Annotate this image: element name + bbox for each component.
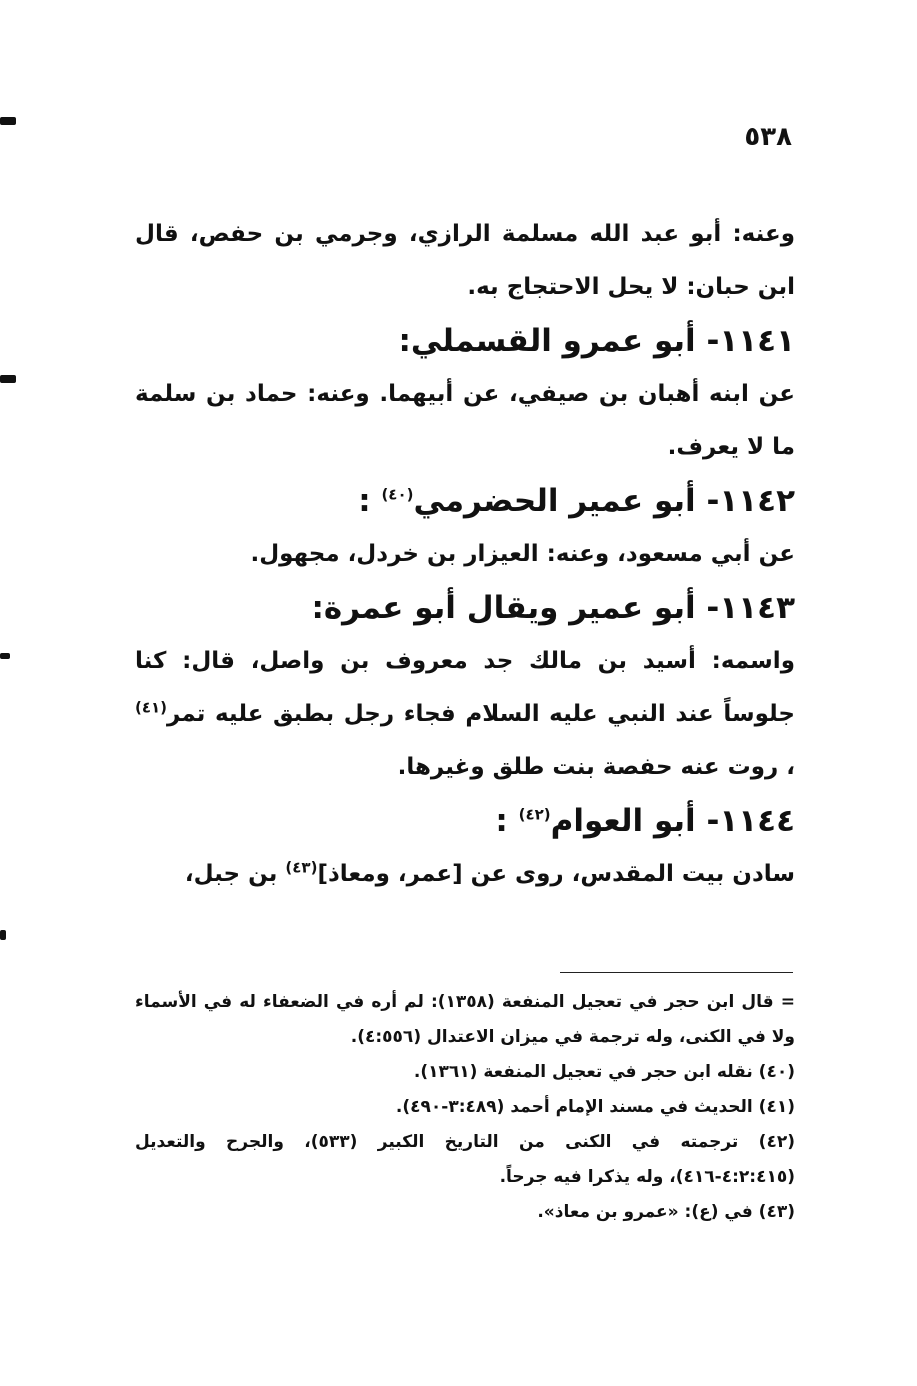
footnote-ref: (٤١) xyxy=(135,698,168,717)
footnotes xyxy=(135,985,795,1230)
footnote-continued: = قال ابن حجر في تعجيل المنفعة (١٣٥٨): لم أره في الضعفاء له في الأسماء ولا في الكنى، وله ترجمة في ميزان الاعتدال (٤:٥٥٦). xyxy=(135,992,795,1047)
entry-heading-1144 xyxy=(135,794,795,848)
text-part: واسمه: أسيد بن مالك جد معروف بن واصل، قال: كنا جلوساً عند النبي عليه السلام فجاء رجل بطبق عليه تمر xyxy=(135,648,795,727)
scan-edge-mark xyxy=(0,375,16,383)
footnote-ref: (٤٠) xyxy=(381,485,414,504)
entry-heading-1142 xyxy=(135,474,795,528)
heading-punct: : xyxy=(495,803,519,839)
footnote-ref: (٤٢) xyxy=(518,805,551,824)
main-text xyxy=(135,208,795,901)
scan-edge-mark xyxy=(0,117,16,125)
text-part: سادن بيت المقدس، روى عن [عمر، ومعاذ] xyxy=(317,861,795,887)
heading-text: ١١٤٤- أبو العوام xyxy=(550,803,795,839)
heading-text: ١١٤٢- أبو عمير الحضرمي xyxy=(413,483,795,519)
entry-text-1141: عن ابنه أهبان بن صيفي، عن أبيهما. وعنه: حماد بن سلمة ما لا يعرف. xyxy=(135,381,795,460)
footnote-divider xyxy=(560,972,793,973)
scan-edge-mark xyxy=(0,653,10,659)
entry-heading-1141: ١١٤١- أبو عمرو القسملي: xyxy=(398,323,795,359)
scan-edge-mark xyxy=(0,930,6,940)
footnote-41: (٤١) الحديث في مسند الإمام أحمد (٣:٤٨٩-٤٩٠). xyxy=(395,1097,795,1117)
footnote-40: (٤٠) نقله ابن حجر في تعجيل المنفعة (١٣٦١). xyxy=(413,1062,795,1082)
entry-heading-1143: ١١٤٣- أبو عمير ويقال أبو عمرة: xyxy=(311,590,795,626)
entry-text-1144 xyxy=(135,848,795,901)
footnote-42: (٤٢) ترجمته في الكنى من التاريخ الكبير (٥٣٣)، والجرح والتعديل (٤:٢:٤١٥-٤١٦)، وله يذكرا فيه جرحاً. xyxy=(135,1132,795,1187)
entry-text-1142: عن أبي مسعود، وعنه: العيزار بن خردل، مجهول. xyxy=(250,541,795,567)
page-number: ٥٣٨ xyxy=(744,122,792,152)
footnote-43: (٤٣) في (ع): «عمرو بن معاذ». xyxy=(537,1202,795,1222)
text-part: ، روت عنه حفصة بنت طلق وغيرها. xyxy=(397,754,795,780)
heading-punct: : xyxy=(358,483,382,519)
entry-text-1143 xyxy=(135,635,795,794)
text-part: بن جبل، xyxy=(184,861,286,887)
footnote-ref: (٤٣) xyxy=(285,858,318,877)
paragraph: وعنه: أبو عبد الله مسلمة الرازي، وجرمي بن حفص، قال ابن حبان: لا يحل الاحتجاج به. xyxy=(135,221,795,300)
